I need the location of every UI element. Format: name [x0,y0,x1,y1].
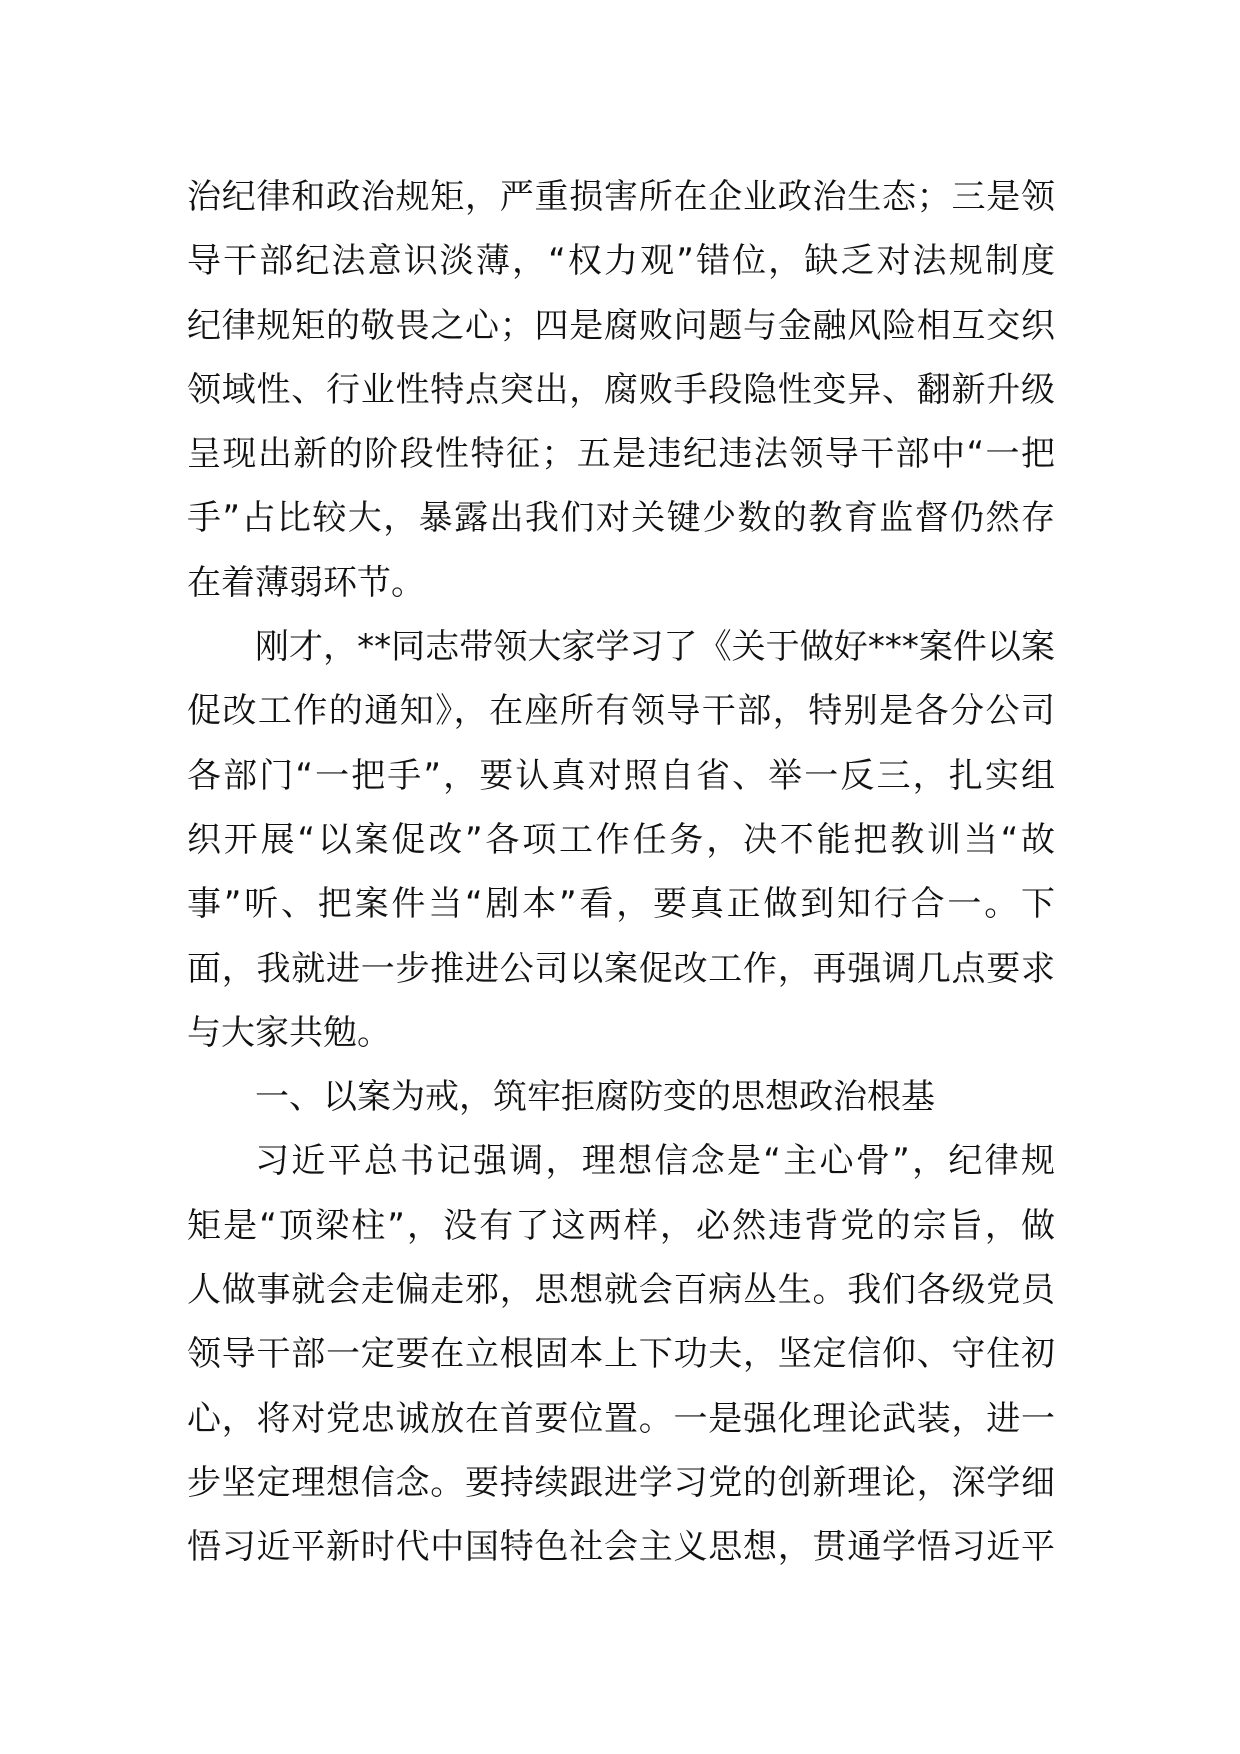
text-line: 手”占比较大，暴露出我们对关键少数的教育监督仍然存 [187,498,1055,539]
text-line: 人做事就会走偏走邪，思想就会百病丛生。我们各级党员 [187,1270,1055,1311]
paragraph-start: 习近平总书记强调，理想信念是“主心骨”，纪律规 [255,1141,1055,1182]
text-line: 与大家共勉。 [187,1012,391,1053]
text-line: 在着薄弱环节。 [187,562,425,603]
section-heading: 一、以案为戒，筑牢拒腐防变的思想政治根基 [255,1077,935,1118]
text-line: 促改工作的通知》，在座所有领导干部，特别是各分公司 [187,691,1055,732]
text-line: 织开展“以案促改”各项工作任务，决不能把教训当“故 [187,819,1055,860]
text-line: 心，将对党忠诚放在首要位置。一是强化理论武装，进一 [187,1398,1055,1439]
text-line: 事”听、把案件当“剧本”看，要真正做到知行合一。下 [187,884,1055,925]
text-line: 步坚定理想信念。要持续跟进学习党的创新理论，深学细 [187,1462,1055,1503]
text-line: 领导干部一定要在立根固本上下功夫，坚定信仰、守住初 [187,1334,1055,1375]
text-line: 各部门“一把手”，要认真对照自省、举一反三，扎实组 [187,755,1055,796]
text-line: 纪律规矩的敬畏之心；四是腐败问题与金融风险相互交织 [187,305,1055,346]
text-line: 领域性、行业性特点突出，腐败手段隐性变异、翻新升级 [187,369,1055,410]
text-line: 悟习近平新时代中国特色社会主义思想，贯通学悟习近平 [187,1527,1055,1568]
body-text [187,165,1055,1580]
text-line: 呈现出新的阶段性特征；五是违纪违法领导干部中“一把 [187,434,1055,475]
text-line: 治纪律和政治规矩，严重损害所在企业政治生态；三是领 [187,177,1055,217]
text-line: 导干部纪法意识淡薄，“权力观”错位，缺乏对法规制度 [187,241,1055,282]
text-line: 面，我就进一步推进公司以案促改工作，再强调几点要求 [187,948,1055,989]
paragraph-start: 刚才，**同志带领大家学习了《关于做好***案件以案 [255,627,1055,668]
text-line: 矩是“顶梁柱”，没有了这两样，必然违背党的宗旨，做 [187,1205,1055,1246]
